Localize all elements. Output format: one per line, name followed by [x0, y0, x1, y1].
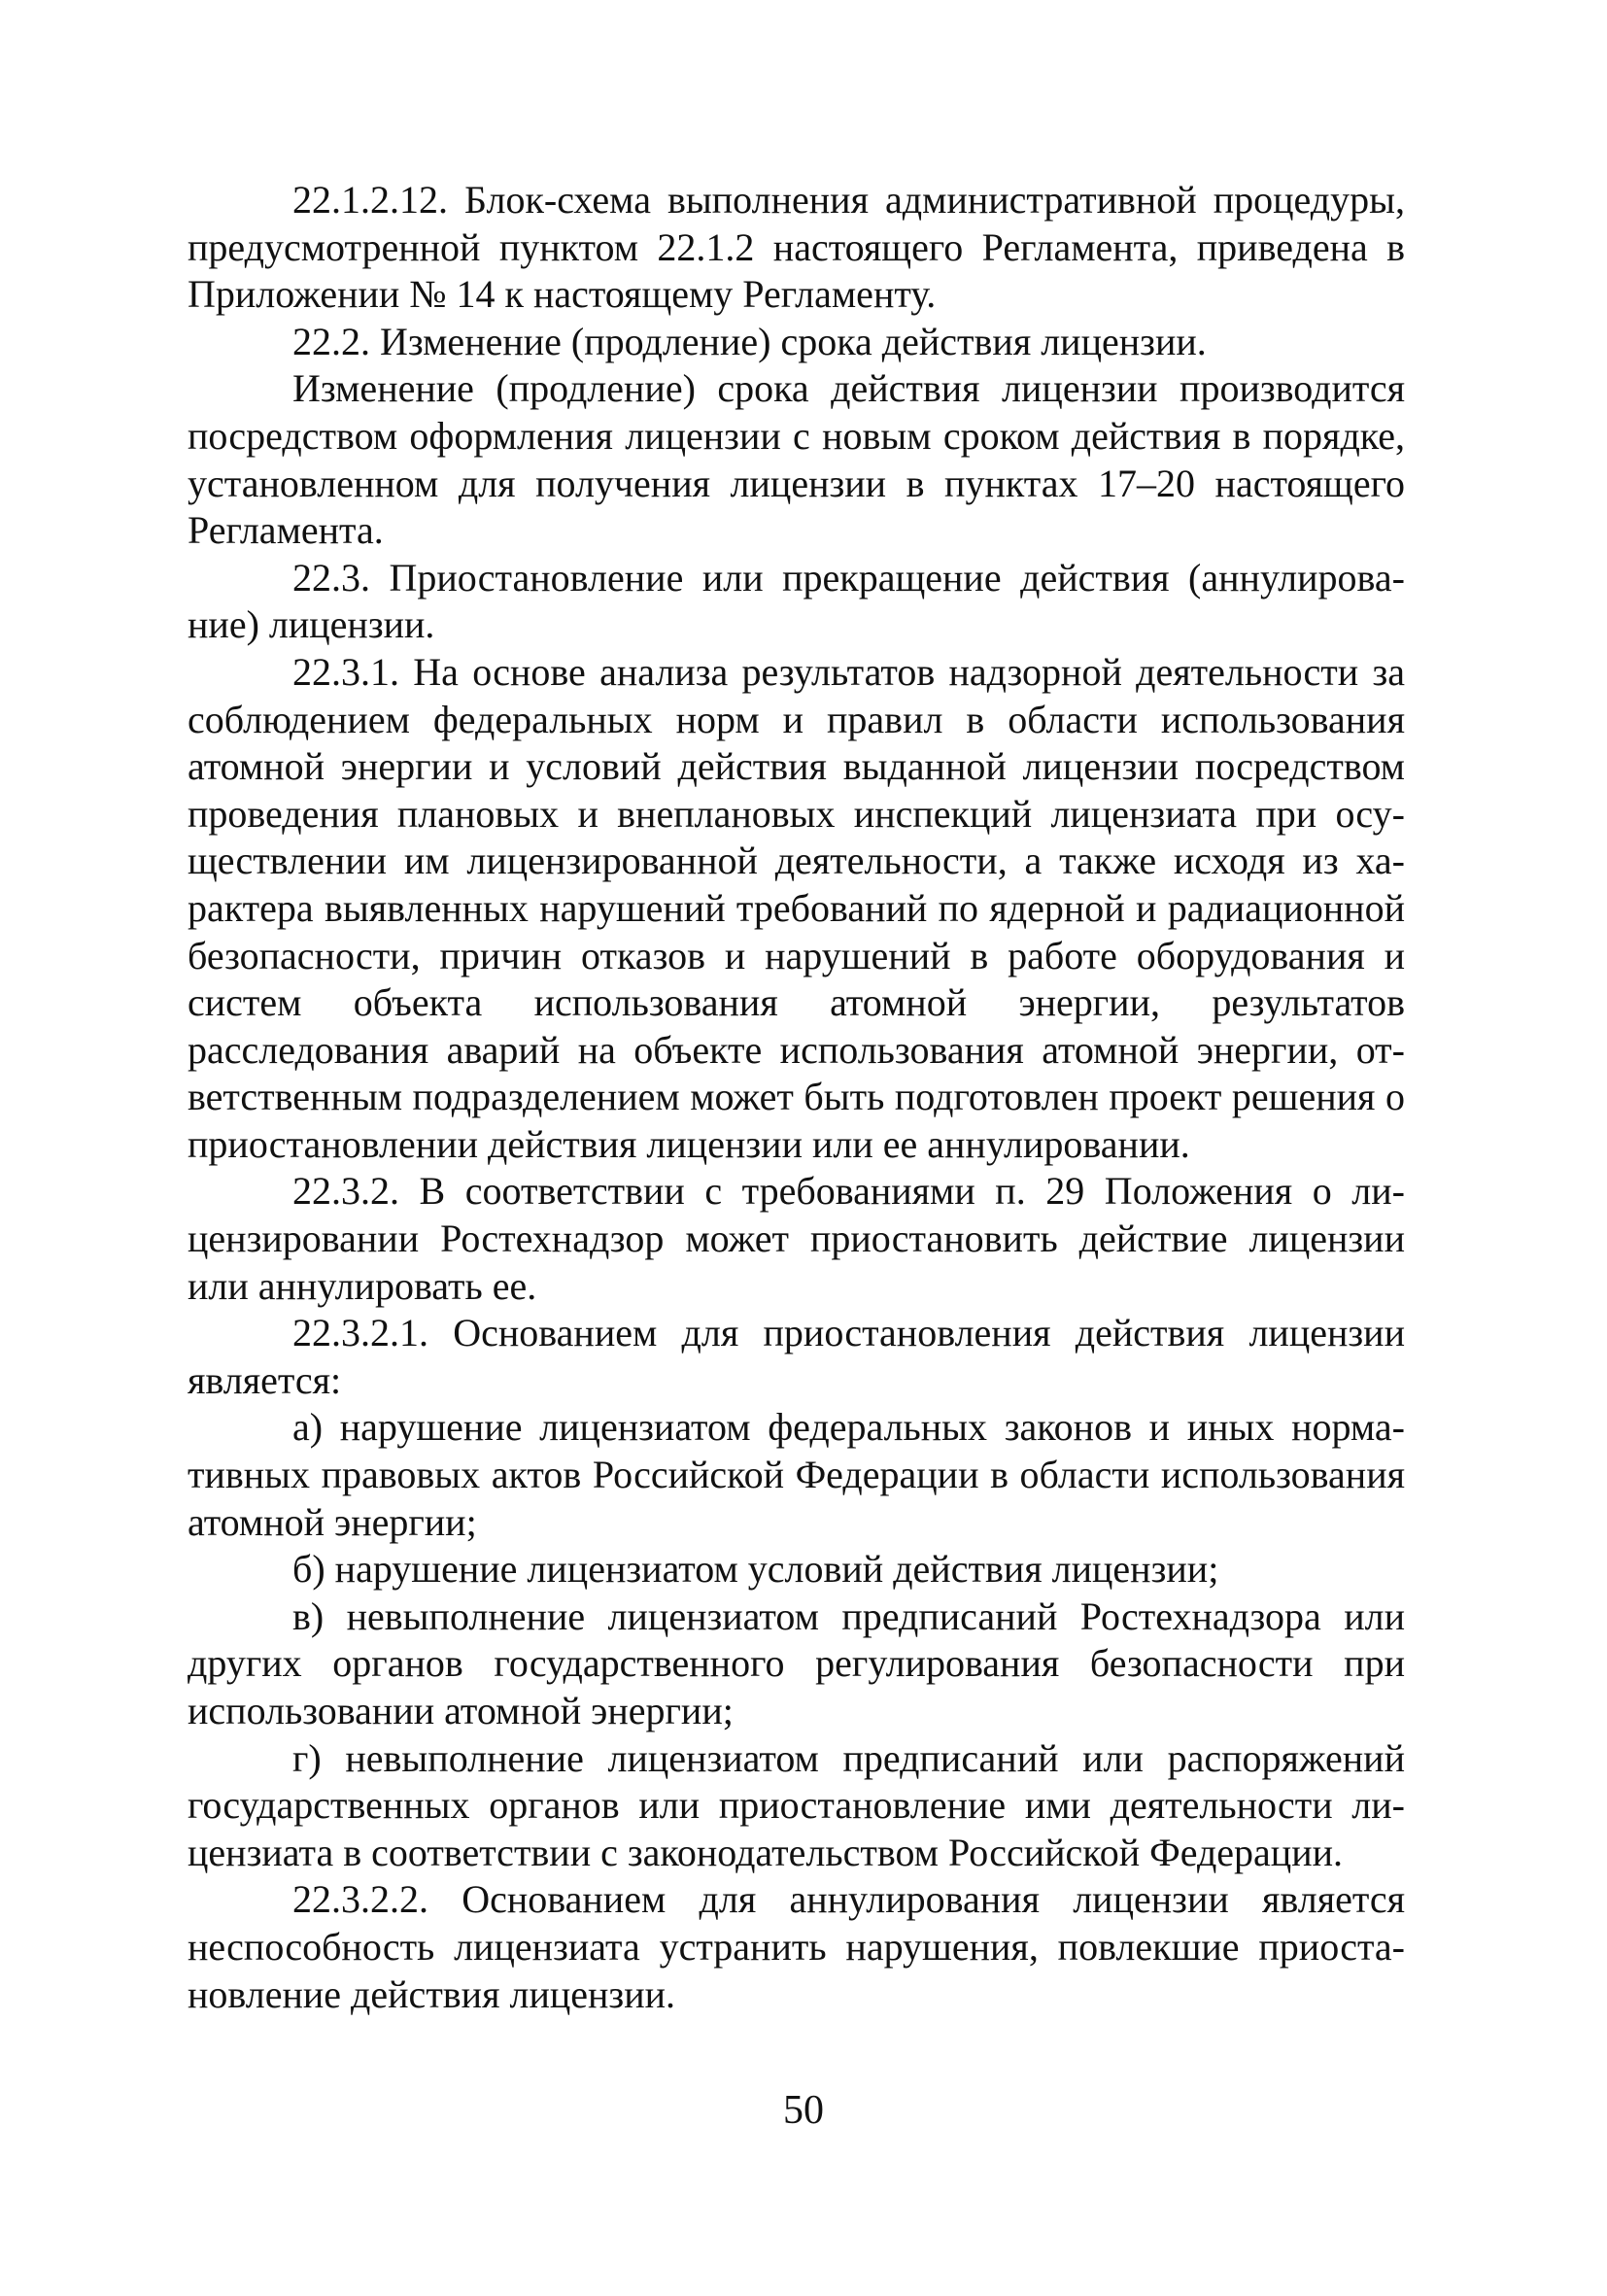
page-number: 50 — [783, 2088, 824, 2133]
paragraph-22-1-2-12: 22.1.2.12. Блок-схема выполнения административной процедуры, предусмотренной пунктом 22.1.2 настоящего Регламента, приведена в Приложении № 14 к настоящему Регламенту. — [188, 178, 1405, 317]
document-body — [188, 177, 1405, 2018]
paragraph-22-3-heading: 22.3. Приостановление или прекращение действия (аннулирование) лицензии. — [188, 555, 1405, 647]
paragraph-22-3-2-1: 22.3.2.1. Основанием для приостановления действия лицензии является: — [188, 1311, 1405, 1402]
list-item-a: а) нарушение лицензиатом федеральных законов и иных нормативных правовых актов Российской Федерации в области использования атомной энергии; — [188, 1405, 1405, 1544]
paragraph-22-2-body: Изменение (продление) срока действия лицензии производится посредством оформления лицензии с новым сроком действия в порядке, установленном для получения лицензии в пунктах 17–20 настоящего Регламента. — [188, 366, 1405, 553]
paragraph-22-3-2: 22.3.2. В соответствии с требованиями п. 29 Положения о лицензировании Ростехнадзор может приостановить действие лицензии или аннулировать ее. — [188, 1169, 1405, 1308]
list-item-v: в) невыполнение лицензиатом предписаний Ростехнадзора или других органов государственного регулирования безопасности при использовании атомной энергии; — [188, 1593, 1405, 1732]
paragraph-22-3-2-2: 22.3.2.2. Основанием для аннулирования лицензии является неспособность лицензиата устранить нарушения, повлекшие приостановление действия лицензии. — [188, 1877, 1405, 2016]
paragraph-22-3-1: 22.3.1. На основе анализа результатов надзорной деятельности за соблюдением федеральных норм и правил в области использования атомной энергии и условий действия выданной лицензии посредством проведения плановых и внеплановых инспекций лицензиата при осуществлении им лицензированной деятельности, а также исходя из характера выявленных нарушений требований по ядерной и радиационной безопасности, причин отказов и нарушений в работе оборудования и систем объекта использования атомной энергии, результатов расследования аварий на объекте использования атомной энергии, ответственным подразделением может быть подготовлен проект решения о приостановлении действия лицензии или ее аннулировании. — [188, 649, 1405, 1166]
paragraph-22-2-heading: 22.2. Изменение (продление) срока действия лицензии. — [292, 319, 1207, 363]
list-item-g: г) невыполнение лицензиатом предписаний или распоряжений государственных органов или приостановление ими деятельности лицензиата в соответствии с законодательством Российской Федерации. — [188, 1735, 1405, 1874]
list-item-b: б) нарушение лицензиатом условий действия лицензии; — [292, 1547, 1219, 1592]
